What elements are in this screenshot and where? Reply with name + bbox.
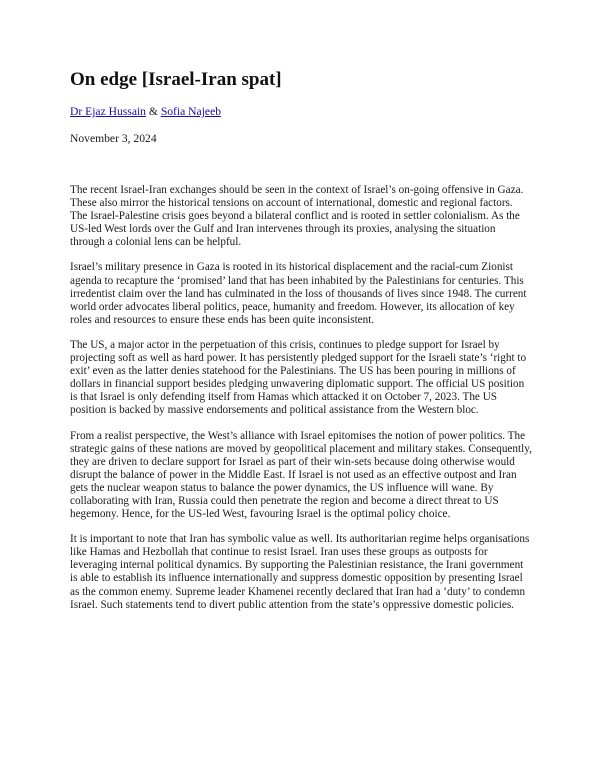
article-title: On edge [Israel-Iran spat]: [70, 69, 282, 90]
paragraph: The recent Israel-Iran exchanges should be seen in the context of Israel’s on-going offensive in Gaza. These also mirror the historical tensions on account of international, domestic and regional factors. The Israel-Palestine crisis goes beyond a bilateral conflict and is rooted in settler colonialism. As the US-led West lords over the Gulf and Iran intervenes through its proxies, analysing the situation through a colonial lens can be helpful.: [70, 184, 524, 249]
paragraph: The US, a major actor in the perpetuation of this crisis, continues to pledge support for Israel by projecting soft as well as hard power. It has persistently pledged support for the Israeli state’s ‘right to exit’ even as the latter denies statehood for the Palestinians. The US has been pouring in millions of dollars in financial support besides pledging unwavering diplomatic support. The official US position is that Israel is only defending itself from Hamas which attacked it on October 7, 2023. The US position is backed by massive endorsements and political assistance from the Western bloc.: [70, 338, 527, 417]
publish-date: November 3, 2024: [70, 132, 157, 145]
author-link-sofia-najeeb[interactable]: Sofia Najeeb: [160, 105, 222, 118]
paragraph: Israel’s military presence in Gaza is rooted in its historical displacement and the racial-cum Zionist agenda to recapture the ‘promised’ land that has been inhabited by the Palestinians for centuries. This irredentist claim over the land has culminated in the loss of thousands of lives since 1948. The current world order advocates liberal politics, peace, humanity and freedom. However, its allocation of key roles and resources to ensure these ends has been quite inconsistent.: [70, 261, 527, 326]
paragraph: It is important to note that Iran has symbolic value as well. Its authoritarian regime helps organisations like Hamas and Hezbollah that continue to resist Israel. Iran uses these groups as outposts for leveraging internal political dynamics. By supporting the Palestinian resistance, the Irani government is able to establish its influence internationally and suppress domestic opposition by presenting Israel as the common enemy. Supreme leader Khamenei recently declared that Iran had a ‘duty’ to condemn Israel. Such statements tend to divert public attention from the state’s oppressive domestic policies.: [70, 533, 530, 611]
paragraph: From a realist perspective, the West’s alliance with Israel epitomises the notion of power politics. The strategic gains of these nations are moved by geopolitical placement and military stakes. Consequently, they are driven to declare support for Israel as part of their win-sets because doing otherwise would disrupt the balance of power in the Middle East. If Israel is not used as an effective outpost and Iran gets the nuclear weapon status to balance the power dynamics, the US influence will wane. By collaborating with Iran, Russia could then penetrate the region and become a direct threat to US hegemony. Hence, for the US-led West, favouring Israel is the optimal policy choice.: [70, 429, 532, 521]
author-link-ejaz-hussain[interactable]: Dr Ejaz Hussain: [70, 105, 146, 118]
article-body: [70, 184, 532, 624]
author-byline: [70, 104, 221, 119]
author-separator: &: [145, 105, 161, 118]
